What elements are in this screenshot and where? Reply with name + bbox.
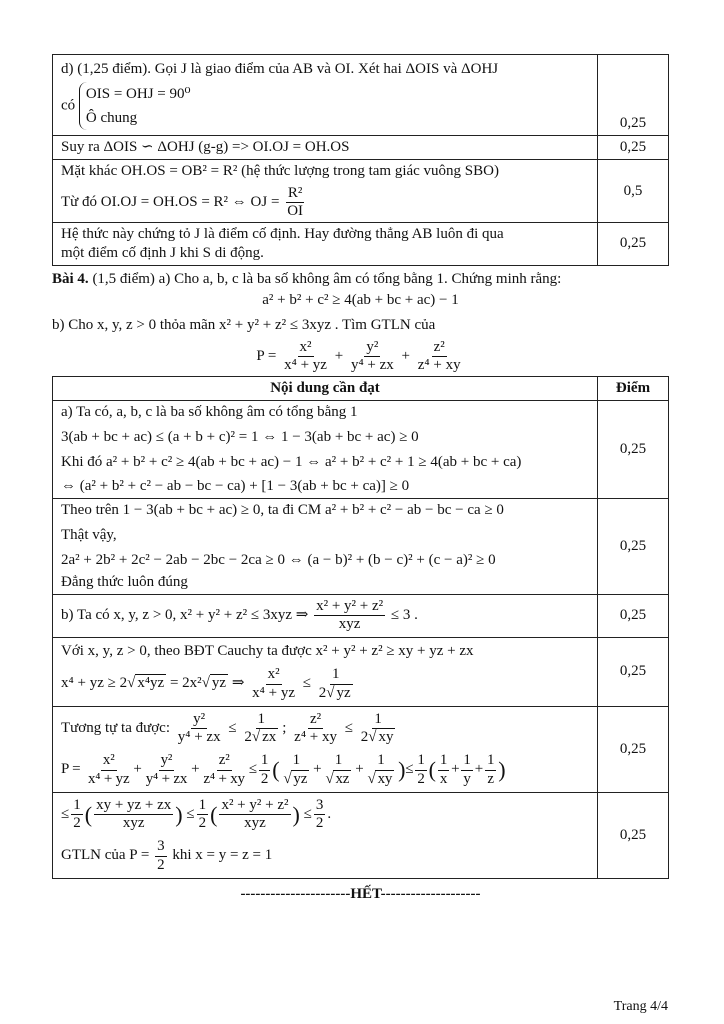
denominator: xyz: [338, 616, 361, 633]
denominator: z⁴ + xy: [417, 357, 461, 373]
sqrt-content: yz: [293, 770, 308, 787]
text-line: 3(ab + bc + ac) ≤ (a + b + c)² = 1 ⇔ 1 − 3(ab + bc + ac) ≥ 0: [61, 428, 419, 445]
content-cell: [53, 499, 598, 595]
text-span: ;: [282, 719, 287, 736]
numerator: x² + y² + z²: [219, 797, 290, 815]
text-span: 2: [318, 684, 327, 701]
answer-table: [52, 376, 669, 879]
denominator: y⁴ + zx: [350, 357, 394, 373]
denominator: [359, 729, 398, 746]
text-line: Theo trên 1 − 3(ab + bc + ac) ≥ 0, ta đi CM a² + b² + c² − ab − bc − ca ≥ 0: [61, 502, 504, 518]
content-cell: [53, 223, 598, 266]
fraction: [94, 797, 173, 833]
numerator: 1: [71, 797, 83, 815]
numerator: z²: [432, 339, 447, 357]
denominator: [317, 685, 355, 702]
numerator: xy + yz + zx: [94, 797, 173, 815]
table-row: [53, 136, 669, 160]
fraction: [285, 185, 305, 221]
text-line: a) Ta có, a, b, c là ba số không âm có tổng bằng 1: [61, 404, 358, 420]
score-cell: 0,25: [598, 792, 669, 878]
score-cell: 0,5: [598, 159, 669, 222]
plus-sign: +: [191, 761, 200, 778]
problem-title: Bài 4.: [52, 270, 89, 287]
text-span: (1,5 điểm) a) Cho a, b, c là ba số không âm có tổng bằng 1. Chứng minh rằng:: [92, 270, 562, 287]
paren-open: (: [210, 801, 218, 827]
text-span: Tương tự ta được:: [61, 719, 170, 736]
content-cell: Suy ra ΔOIS ∽ ΔOHJ (g-g) => OI.OJ = OH.OS: [53, 136, 598, 160]
denominator: 2: [315, 815, 324, 831]
denominator: 2: [157, 856, 165, 873]
text-line: [61, 797, 591, 833]
sqrt-sign: √: [326, 684, 335, 701]
plus-sign: +: [474, 761, 483, 778]
numerator: 1: [461, 752, 472, 770]
text-span: b) Ta có x, y, z > 0, x² + y² + z² ≤ 3xyz ⇒: [61, 607, 309, 624]
table-header-row: [53, 377, 669, 401]
text-line: Khi đó a² + b² + c² ≥ 4(ab + bc + ac) − 1 ⇔ a² + b² + c² + 1 ≥ 4(ab + bc + ca): [61, 453, 522, 470]
score-cell: [598, 55, 669, 136]
denominator: y⁴ + zx: [177, 729, 221, 745]
plus-sign: +: [355, 761, 364, 778]
numerator: 1: [291, 752, 302, 770]
denominator: [242, 729, 280, 746]
sqrt-sign: √: [251, 729, 261, 745]
system-eq-2: Ô chung: [85, 110, 138, 127]
numerator: 1: [375, 752, 386, 770]
numerator: z²: [308, 711, 323, 729]
numerator: z²: [217, 752, 232, 770]
fraction: [281, 752, 311, 788]
plus-sign: +: [133, 761, 142, 778]
denominator: [366, 771, 397, 788]
sqrt-content: xy: [377, 770, 393, 787]
text-span: 2: [244, 729, 252, 745]
text-line: Thật vậy,: [61, 526, 117, 543]
text-line: Mặt khác OH.OS = OB² = R² (hệ thức lượng trong tam giác vuông SBO): [61, 162, 499, 179]
text-span: ≤ 3 .: [390, 607, 418, 624]
numerator: x²: [266, 666, 282, 684]
sqrt-sign: √: [201, 675, 210, 692]
denominator: x⁴ + yz: [87, 770, 130, 787]
header-score: Điểm: [598, 377, 669, 401]
denominator: y⁴ + zx: [145, 770, 188, 787]
numerator: 1: [259, 752, 270, 770]
header-content: Nội dung cần đạt: [53, 377, 598, 401]
content-cell: [53, 637, 598, 706]
numerator: x² + y² + z²: [314, 598, 385, 616]
numerator: y²: [364, 339, 380, 357]
score-value: 0,25: [619, 115, 647, 132]
text-span: x⁴ + yz ≥ 2: [61, 675, 128, 692]
plus-sign: +: [334, 347, 344, 364]
sqrt-content: x⁴yz: [137, 675, 165, 692]
sqrt-sign: √: [325, 770, 334, 787]
page-number: Trang 4/4: [613, 999, 668, 1014]
numerator: 1: [372, 711, 384, 729]
fraction: [416, 339, 463, 375]
numerator: 1: [415, 752, 426, 770]
fraction: [176, 711, 223, 747]
numerator: 3: [314, 797, 326, 815]
fraction: [155, 838, 167, 874]
text-span: ≤: [303, 805, 312, 822]
text-span: ≤: [344, 719, 353, 736]
denominator: 2: [198, 815, 207, 831]
table-row: [53, 401, 669, 499]
score-cell: 0,25: [598, 595, 669, 638]
plus-sign: +: [313, 761, 322, 778]
fraction: [250, 666, 297, 702]
text-span: .: [327, 805, 332, 822]
text-line: 2a² + 2b² + 2c² − 2ab − 2bc − 2ca ≥ 0 ⇔ (a − b)² + (b − c)² + (c − a)² ≥ 0: [61, 551, 496, 568]
text-line: [61, 752, 591, 788]
text-span: Từ đó OI.OJ = OH.OS = R² ⇔ OJ =: [61, 193, 280, 210]
text-span: 2: [360, 729, 369, 745]
sqrt-content: yz: [336, 684, 351, 701]
text-span: P =: [256, 347, 277, 364]
numerator: 1: [333, 752, 344, 770]
score-cell: 0,25: [598, 706, 669, 792]
denominator: z: [487, 770, 494, 787]
denominator: [323, 771, 353, 788]
denominator: x⁴ + yz: [284, 357, 327, 373]
numerator: y²: [191, 711, 207, 729]
problem-4-a: [52, 269, 669, 291]
fraction: [461, 752, 472, 788]
fraction: [201, 752, 246, 788]
end-marker: ----------------------HẾT--------------------: [240, 885, 481, 902]
content-cell: [53, 792, 598, 878]
denominator: x⁴ + yz: [252, 684, 296, 701]
numerator: 1: [330, 666, 342, 684]
sqrt-sign: √: [127, 675, 136, 692]
content-cell: [53, 55, 598, 136]
text-line: [61, 711, 591, 747]
paren-close: ): [498, 757, 506, 783]
paren-close: ): [398, 757, 406, 783]
denominator: 2: [260, 770, 269, 787]
denominator: [281, 771, 311, 788]
paren-close: ): [175, 801, 183, 827]
fraction: [323, 752, 353, 788]
numerator: R²: [286, 185, 305, 203]
text-span: ≤: [186, 805, 195, 822]
fraction: [219, 797, 290, 833]
table-row: [53, 637, 669, 706]
fraction: [282, 339, 329, 375]
numerator: 1: [197, 797, 209, 815]
sqrt-content: yz: [211, 675, 227, 692]
paren-close: ): [292, 801, 300, 827]
text-span: P =: [61, 761, 81, 778]
plus-sign: +: [401, 347, 411, 364]
formula-P: [52, 339, 669, 375]
score-cell: 0,25: [598, 401, 669, 499]
fraction: [366, 752, 397, 788]
fraction: [292, 711, 339, 747]
fraction: [314, 598, 385, 634]
problem-4: [52, 269, 669, 375]
denominator: 2: [417, 770, 425, 787]
fraction: [259, 752, 270, 788]
table-row: [53, 223, 669, 266]
paren-open: (: [84, 801, 93, 827]
text-span: ⇒: [231, 675, 245, 692]
fraction: [314, 797, 326, 833]
paren-open: (: [428, 757, 436, 783]
numerator: 1: [485, 752, 496, 770]
fraction: [242, 711, 280, 747]
fraction: [197, 797, 209, 833]
score-cell: 0,25: [598, 499, 669, 595]
content-cell: [53, 595, 598, 638]
text-line: một điểm cố định J khi S di động.: [61, 244, 264, 261]
fraction: [71, 797, 83, 833]
text-line: ⇔ (a² + b² + c² − ab − bc − ca) + [1 − 3(ab + bc + ca)] ≥ 0: [61, 478, 410, 495]
text-span: = 2x²: [169, 675, 202, 692]
content-cell: [53, 159, 598, 222]
numerator: 1: [256, 711, 268, 729]
text-span: ≤: [61, 805, 70, 822]
fraction: [317, 666, 355, 702]
denominator: z⁴ + xy: [294, 729, 338, 745]
text-line: Với x, y, z > 0, theo BĐT Cauchy ta được x² + y² + z² ≥ xy + yz + zx: [61, 642, 474, 659]
table-row: [53, 595, 669, 638]
fraction: [415, 752, 426, 788]
denominator: 2: [73, 815, 81, 831]
text-span: khi x = y = z = 1: [172, 847, 273, 864]
denominator: z⁴ + xy: [203, 770, 245, 787]
denominator: x: [439, 770, 448, 787]
sqrt-content: xy: [378, 729, 394, 745]
fraction: [144, 752, 189, 788]
score-cell: 0,25: [598, 136, 669, 160]
fraction: [485, 752, 496, 788]
problem-4-b: b) Cho x, y, z > 0 thỏa mãn x² + y² + z² ≤ 3xyz . Tìm GTLN của: [52, 317, 436, 333]
text-line: Hệ thức này chứng tỏ J là điểm cố định. Hay đường thẳng AB luôn đi qua: [61, 226, 504, 242]
score-cell: 0,25: [598, 223, 669, 266]
content-cell: [53, 401, 598, 499]
sqrt-content: xz: [335, 770, 350, 787]
table-row: [53, 55, 669, 136]
fraction: [86, 752, 131, 788]
paren-open: (: [272, 757, 280, 783]
text-span: ≤: [248, 761, 257, 778]
numerator: y²: [159, 752, 175, 770]
text-span: GTLN của P =: [61, 847, 150, 864]
plus-sign: +: [451, 761, 460, 778]
sqrt-sign: √: [368, 729, 377, 745]
sqrt-sign: √: [283, 770, 292, 787]
text-line: d) (1,25 điểm). Gọi J là giao điểm của AB và OI. Xét hai ΔOIS và ΔOHJ: [61, 60, 499, 77]
text-line: [61, 598, 591, 634]
sqrt-content: zx: [262, 729, 277, 745]
sqrt-sign: √: [367, 770, 376, 787]
text-line: [61, 838, 591, 874]
denominator: OI: [287, 202, 304, 219]
score-cell: 0,25: [598, 637, 669, 706]
text-co: có: [61, 97, 76, 114]
denominator: y: [463, 770, 471, 787]
page-content: [52, 54, 669, 904]
fraction: [359, 711, 398, 747]
denominator: xyz: [122, 815, 145, 831]
text-line: Đẳng thức luôn đúng: [61, 574, 188, 591]
fraction: [438, 752, 449, 788]
fraction: [349, 339, 396, 375]
text-line: [61, 185, 591, 221]
table-row: [53, 159, 669, 222]
denominator: xyz: [244, 815, 266, 831]
system-line: [61, 82, 591, 130]
numerator: x²: [298, 339, 314, 357]
text-span: ≤: [302, 675, 312, 692]
content-cell: [53, 706, 598, 792]
table-row: [53, 792, 669, 878]
numerator: x²: [101, 752, 117, 770]
top-answer-table: [52, 54, 669, 266]
table-row: [53, 499, 669, 595]
text-line: [61, 666, 591, 702]
text-span: ≤: [228, 719, 237, 736]
system-eq-1: OIS = OHJ = 90⁰: [85, 86, 191, 103]
numerator: 1: [438, 752, 449, 770]
text-span: ≤: [405, 761, 414, 778]
equation-system: [79, 82, 191, 130]
numerator: 3: [155, 838, 167, 856]
table-row: [53, 706, 669, 792]
formula-a: a² + b² + c² ≥ 4(ab + bc + ac) − 1: [262, 292, 459, 309]
